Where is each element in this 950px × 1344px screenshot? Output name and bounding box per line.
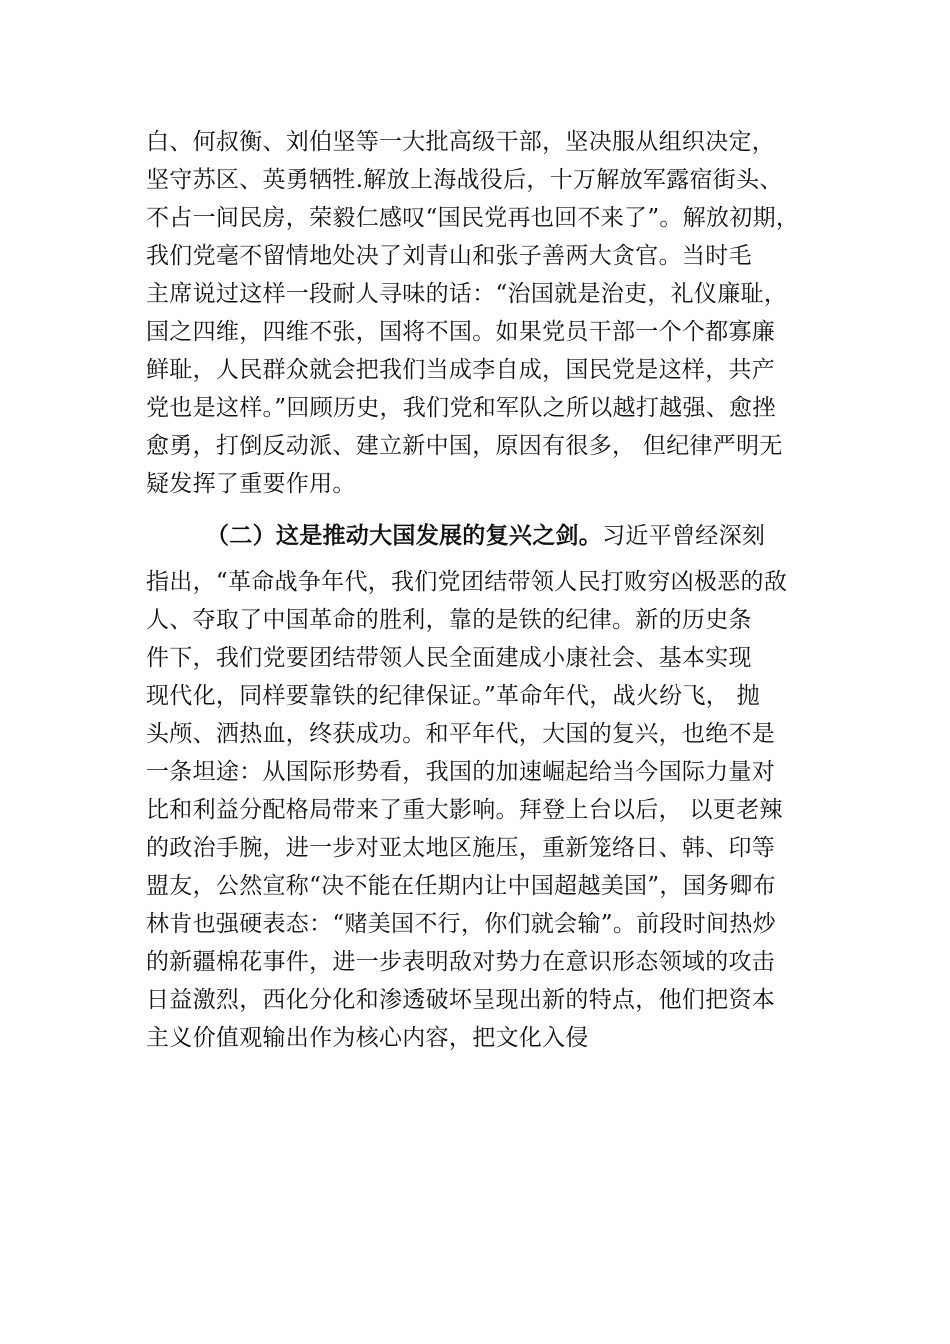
- heading-line-rest: 习近平曾经深刻: [602, 523, 766, 549]
- text-line: 比和利益分配格局带来了重大影响。拜登上台以后， 以更老辣: [146, 797, 783, 823]
- text-line: 林肯也强硬表态：“赌美国不行，你们就会输”。前段时间热炒: [146, 911, 776, 937]
- text-line: 党也是这样。”回顾历史，我们党和军队之所以越打越强、愈挫: [146, 395, 776, 421]
- text-line: 的新疆棉花事件，进一步表明敌对势力在意识形态领域的攻击: [146, 949, 776, 975]
- text-line: 疑发挥了重要作用。: [146, 471, 356, 497]
- text-line: 一条坦途：从国际形势看，我国的加速崛起给当今国际力量对: [146, 759, 776, 785]
- text-line: 主义价值观输出作为核心内容，把文化入侵: [146, 1025, 589, 1051]
- text-line: 盟友，公然宣称“决不能在任期内让中国超越美国”，国务卿布: [146, 873, 776, 899]
- text-line: 主席说过这样一段耐人寻味的话：“治国就是治吏，礼仪廉耻，: [146, 281, 788, 307]
- text-line: 的政治手腕，进一步对亚太地区施压，重新笼络日、韩、印等: [146, 835, 776, 861]
- text-line: 不占一间民房，荣毅仁感叹“国民党再也回不来了”。解放初期，: [146, 205, 800, 231]
- text-line: 人、夺取了中国革命的胜利，靠的是铁的纪律。新的历史条: [146, 607, 752, 633]
- text-line: 日益激烈，西化分化和渗透破坏呈现出新的特点，他们把资本: [146, 987, 776, 1013]
- text-line: 白、何叔衡、刘伯坚等一大批高级干部，坚决服从组织决定，: [146, 129, 776, 155]
- text-line: 头颅、洒热血，终获成功。和平年代，大国的复兴，也绝不是: [146, 721, 776, 747]
- text-line: 国之四维，四维不张，国将不国。如果党员干部一个个都寡廉: [146, 319, 776, 345]
- text-line: 件下，我们党要团结带领人民全面建成小康社会、基本实现: [146, 645, 752, 671]
- section-heading: （二）这是推动大国发展的复兴之剑。: [206, 522, 603, 549]
- text-line: 我们党毫不留情地处决了刘青山和张子善两大贪官。当时毛: [146, 243, 752, 269]
- text-line: 愈勇，打倒反动派、建立新中国，原因有很多， 但纪律严明无: [146, 433, 783, 459]
- text-line: 现代化，同样要靠铁的纪律保证。”革命年代，战火纷飞， 抛: [146, 683, 760, 709]
- section-heading-line: [206, 521, 765, 551]
- text-line: 鲜耻，人民群众就会把我们当成李自成，国民党是这样，共产: [146, 357, 776, 383]
- text-line: 指出，“革命战争年代，我们党团结带领人民打败穷凶极恶的敌: [146, 569, 788, 595]
- text-line: 坚守苏区、英勇牺牲.解放上海战役后，十万解放军露宿街头、: [146, 167, 783, 193]
